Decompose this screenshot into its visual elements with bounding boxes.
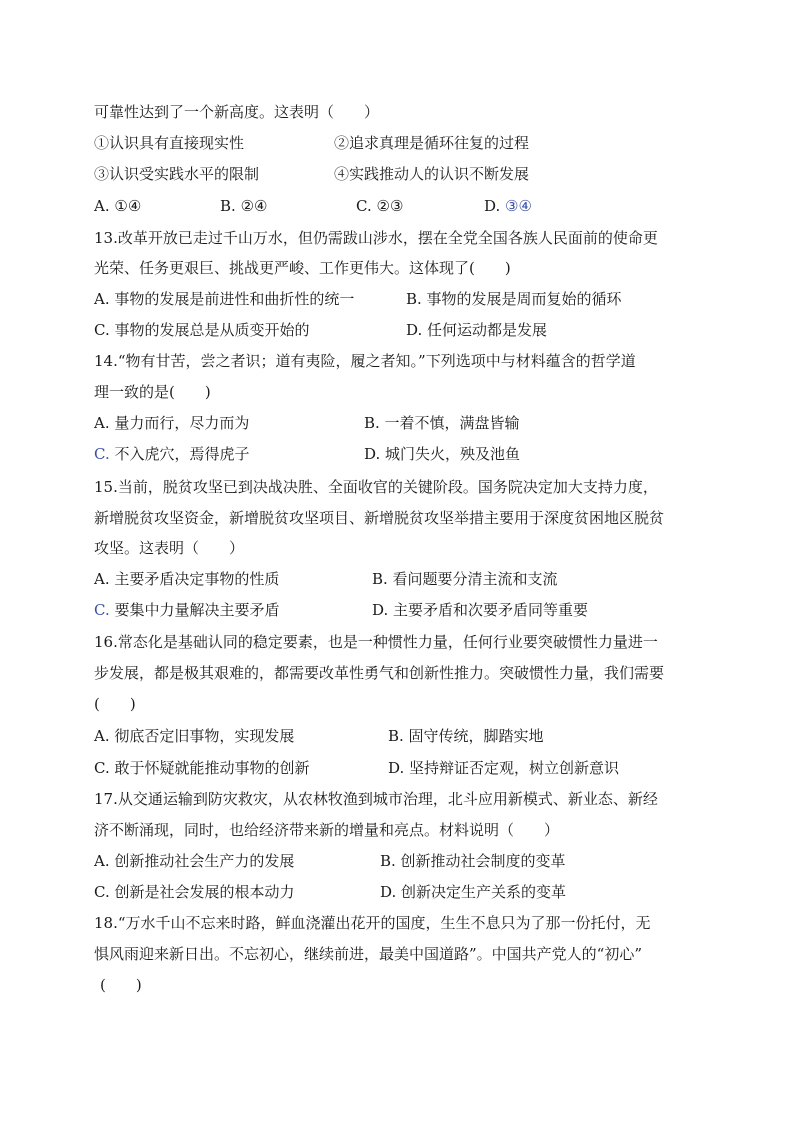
- q14-option-c-letter: C.: [94, 445, 110, 463]
- q16-stem-line-1: 16.常态化是基础认同的稳定要素，也是一种惯性力量，任何行业要突破惯性力量进一: [94, 633, 658, 651]
- q17-stem-line-1: 17.从交通运输到防灾救灾，从农林牧渔到城市治理，北斗应用新模式、新业态、新经: [94, 790, 658, 808]
- q17-stem-line-2: 济不断涌现，同时，也给经济带来新的增量和亮点。材料说明（ ）: [94, 821, 560, 839]
- q12-option-a-text: ①④: [114, 197, 142, 215]
- q14-option-b: B. 一着不慎，满盘皆输: [364, 414, 520, 432]
- q15-stem-line-3: 攻坚。这表明（ ）: [94, 539, 245, 557]
- q12-option-c-letter: C.: [356, 197, 372, 215]
- q17-option-b: B. 创新推动社会制度的变革: [380, 852, 566, 870]
- q12-option-d-text: ③④: [505, 197, 532, 215]
- q17-option-a: A. 创新推动社会生产力的发展: [94, 852, 295, 870]
- q12-option-d: [484, 196, 532, 216]
- q13-stem-line-1: 13.改革开放已走过千山万水，但仍需跋山涉水，摆在全党全国各族人民面前的使命更: [94, 229, 658, 247]
- q12-option-a-letter: A.: [94, 197, 110, 215]
- q16-stem-line-2: 步发展，都是极其艰难的，都需要改革性勇气和创新性推力。突破惯性力量，我们需要: [94, 664, 665, 682]
- q15-stem-line-2: 新增脱贫攻坚资金，新增脱贫攻坚项目、新增脱贫攻坚举措主要用于深度贫困地区脱贫: [94, 509, 665, 527]
- q12-item-2: ②追求真理是循环往复的过程: [334, 134, 530, 152]
- q17-option-c: C. 创新是社会发展的根本动力: [94, 883, 295, 901]
- q12-option-d-letter: D.: [484, 197, 501, 215]
- q18-stem-line-2: 惧风雨迎来新日出。不忘初心，继续前进，最美中国道路”。中国共产党人的“初心”: [94, 945, 643, 963]
- q12-item-3: ③认识受实践水平的限制: [94, 165, 260, 183]
- q16-option-c: C. 敢于怀疑就能推动事物的创新: [94, 759, 310, 777]
- q12-option-a: [94, 196, 141, 216]
- q14-option-a: A. 量力而行，尽力而为: [94, 414, 250, 432]
- q12-option-b: [220, 196, 267, 216]
- q12-option-c: [356, 196, 403, 216]
- q12-option-b-text: ②④: [240, 197, 268, 215]
- q15-option-a: A. 主要矛盾决定事物的性质: [94, 570, 280, 588]
- q18-stem-line-1: 18.“万水千山不忘来时路，鲜血浇灌出花开的国度，生生不息只为了那一份托付，无: [94, 914, 651, 932]
- q12-option-c-text: ②③: [376, 197, 404, 215]
- q14-option-d: D. 城门失火，殃及池鱼: [364, 445, 521, 463]
- q13-option-b: B. 事物的发展是周而复始的循环: [406, 290, 622, 308]
- q12-option-b-letter: B.: [220, 197, 236, 215]
- q18-stem-line-3: ( ): [100, 976, 142, 994]
- q17-option-d: D. 创新决定生产关系的变革: [380, 883, 567, 901]
- q13-option-c: C. 事物的发展总是从质变开始的: [94, 321, 310, 339]
- q13-stem-line-2: 光荣、任务更艰巨、挑战更严峻、工作更伟大。这体现了( ): [94, 259, 511, 277]
- q16-option-d: D. 坚持辩证否定观，树立创新意识: [388, 759, 620, 777]
- q15-option-c-text: 要集中力量解决主要矛盾: [114, 601, 280, 619]
- q12-stem-tail: 可靠性达到了一个新高度。这表明（ ）: [94, 103, 380, 121]
- q15-option-c: [94, 600, 280, 620]
- q12-item-1: ①认识具有直接现实性: [94, 134, 245, 152]
- q14-option-c-text: 不入虎穴，焉得虎子: [114, 445, 250, 463]
- q15-option-c-letter: C.: [94, 601, 110, 619]
- q16-option-a: A. 彻底否定旧事物，实现发展: [94, 727, 295, 745]
- q16-stem-line-3: ( ): [94, 695, 136, 713]
- q12-item-4: ④实践推动人的认识不断发展: [334, 165, 530, 183]
- q14-stem-line-1: 14.“物有甘苦，尝之者识；道有夷险，履之者知。”下列选项中与材料蕴含的哲学道: [94, 352, 636, 370]
- q13-option-d: D. 任何运动都是发展: [406, 321, 548, 339]
- q16-option-b: B. 固守传统，脚踏实地: [388, 727, 544, 745]
- q15-stem-line-1: 15.当前，脱贫攻坚已到决战决胜、全面收官的关键阶段。国务院决定加大支持力度，: [94, 478, 658, 496]
- q14-stem-line-2: 理一致的是( ): [94, 383, 211, 401]
- q15-option-b: B. 看问题要分清主流和支流: [372, 570, 558, 588]
- q14-option-c: [94, 444, 250, 464]
- q15-option-d: D. 主要矛盾和次要矛盾同等重要: [372, 601, 589, 619]
- q13-option-a: A. 事物的发展是前进性和曲折性的统一: [94, 290, 355, 308]
